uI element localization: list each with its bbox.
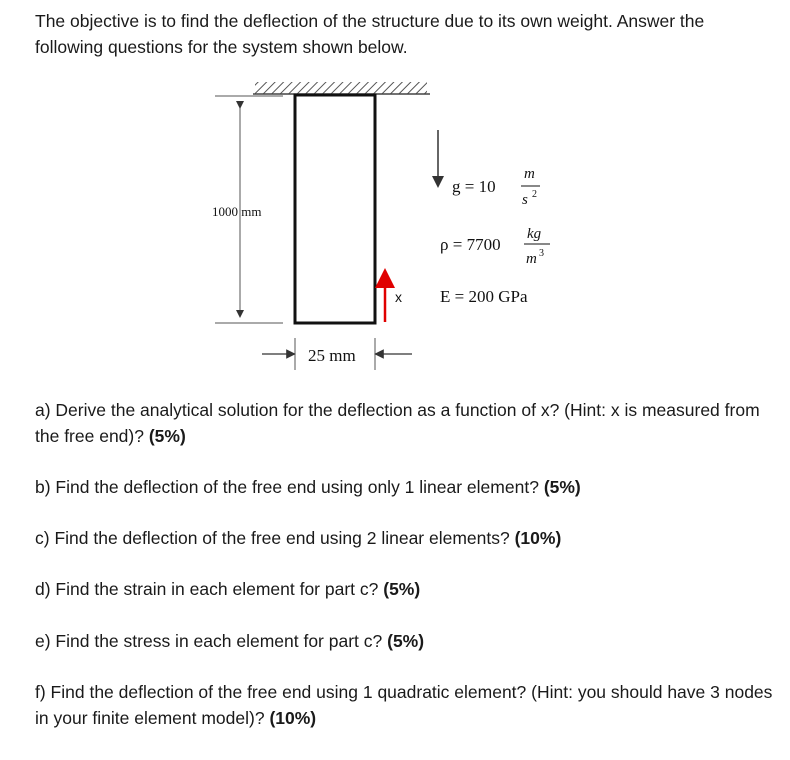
modulus-text: E = 200 GPa xyxy=(440,287,528,306)
g-numerator: m xyxy=(524,166,535,182)
rho-denominator-exp: 3 xyxy=(539,248,544,259)
question-a: a) Derive the analytical solution for the deflection as a function of x? (Hint: x is measured from the free end)? (5%) xyxy=(35,400,760,446)
question-e: e) Find the stress in each element for part c? (5%) xyxy=(35,631,425,651)
g-denominator-exp: 2 xyxy=(532,189,537,200)
fixed-support-hatch xyxy=(255,82,427,94)
question-f: f) Find the deflection of the free end using 1 quadratic element? (Hint: you should have 3 nodes in your finite element model)? (10%) xyxy=(35,682,773,728)
intro-text: The objective is to find the deflection of the structure due to its own weight. Answer the following questions for the system shown below. xyxy=(35,11,705,57)
rho-lhs: ρ = 7700 xyxy=(440,235,501,254)
question-b: b) Find the deflection of the free end using only 1 linear element? (5%) xyxy=(35,477,581,497)
width-label: 25 mm xyxy=(308,346,356,365)
rho-denominator: m xyxy=(526,251,537,267)
bar xyxy=(295,95,375,323)
g-denominator: s xyxy=(522,192,528,208)
x-label: x xyxy=(395,289,402,305)
question-d: d) Find the strain in each element for part c? (5%) xyxy=(35,579,421,599)
g-lhs: g = 10 xyxy=(452,177,496,196)
rho-numerator: kg xyxy=(527,226,542,242)
height-label: 1000 mm xyxy=(212,204,262,219)
question-c: c) Find the deflection of the free end using 2 linear elements? (10%) xyxy=(35,528,562,548)
